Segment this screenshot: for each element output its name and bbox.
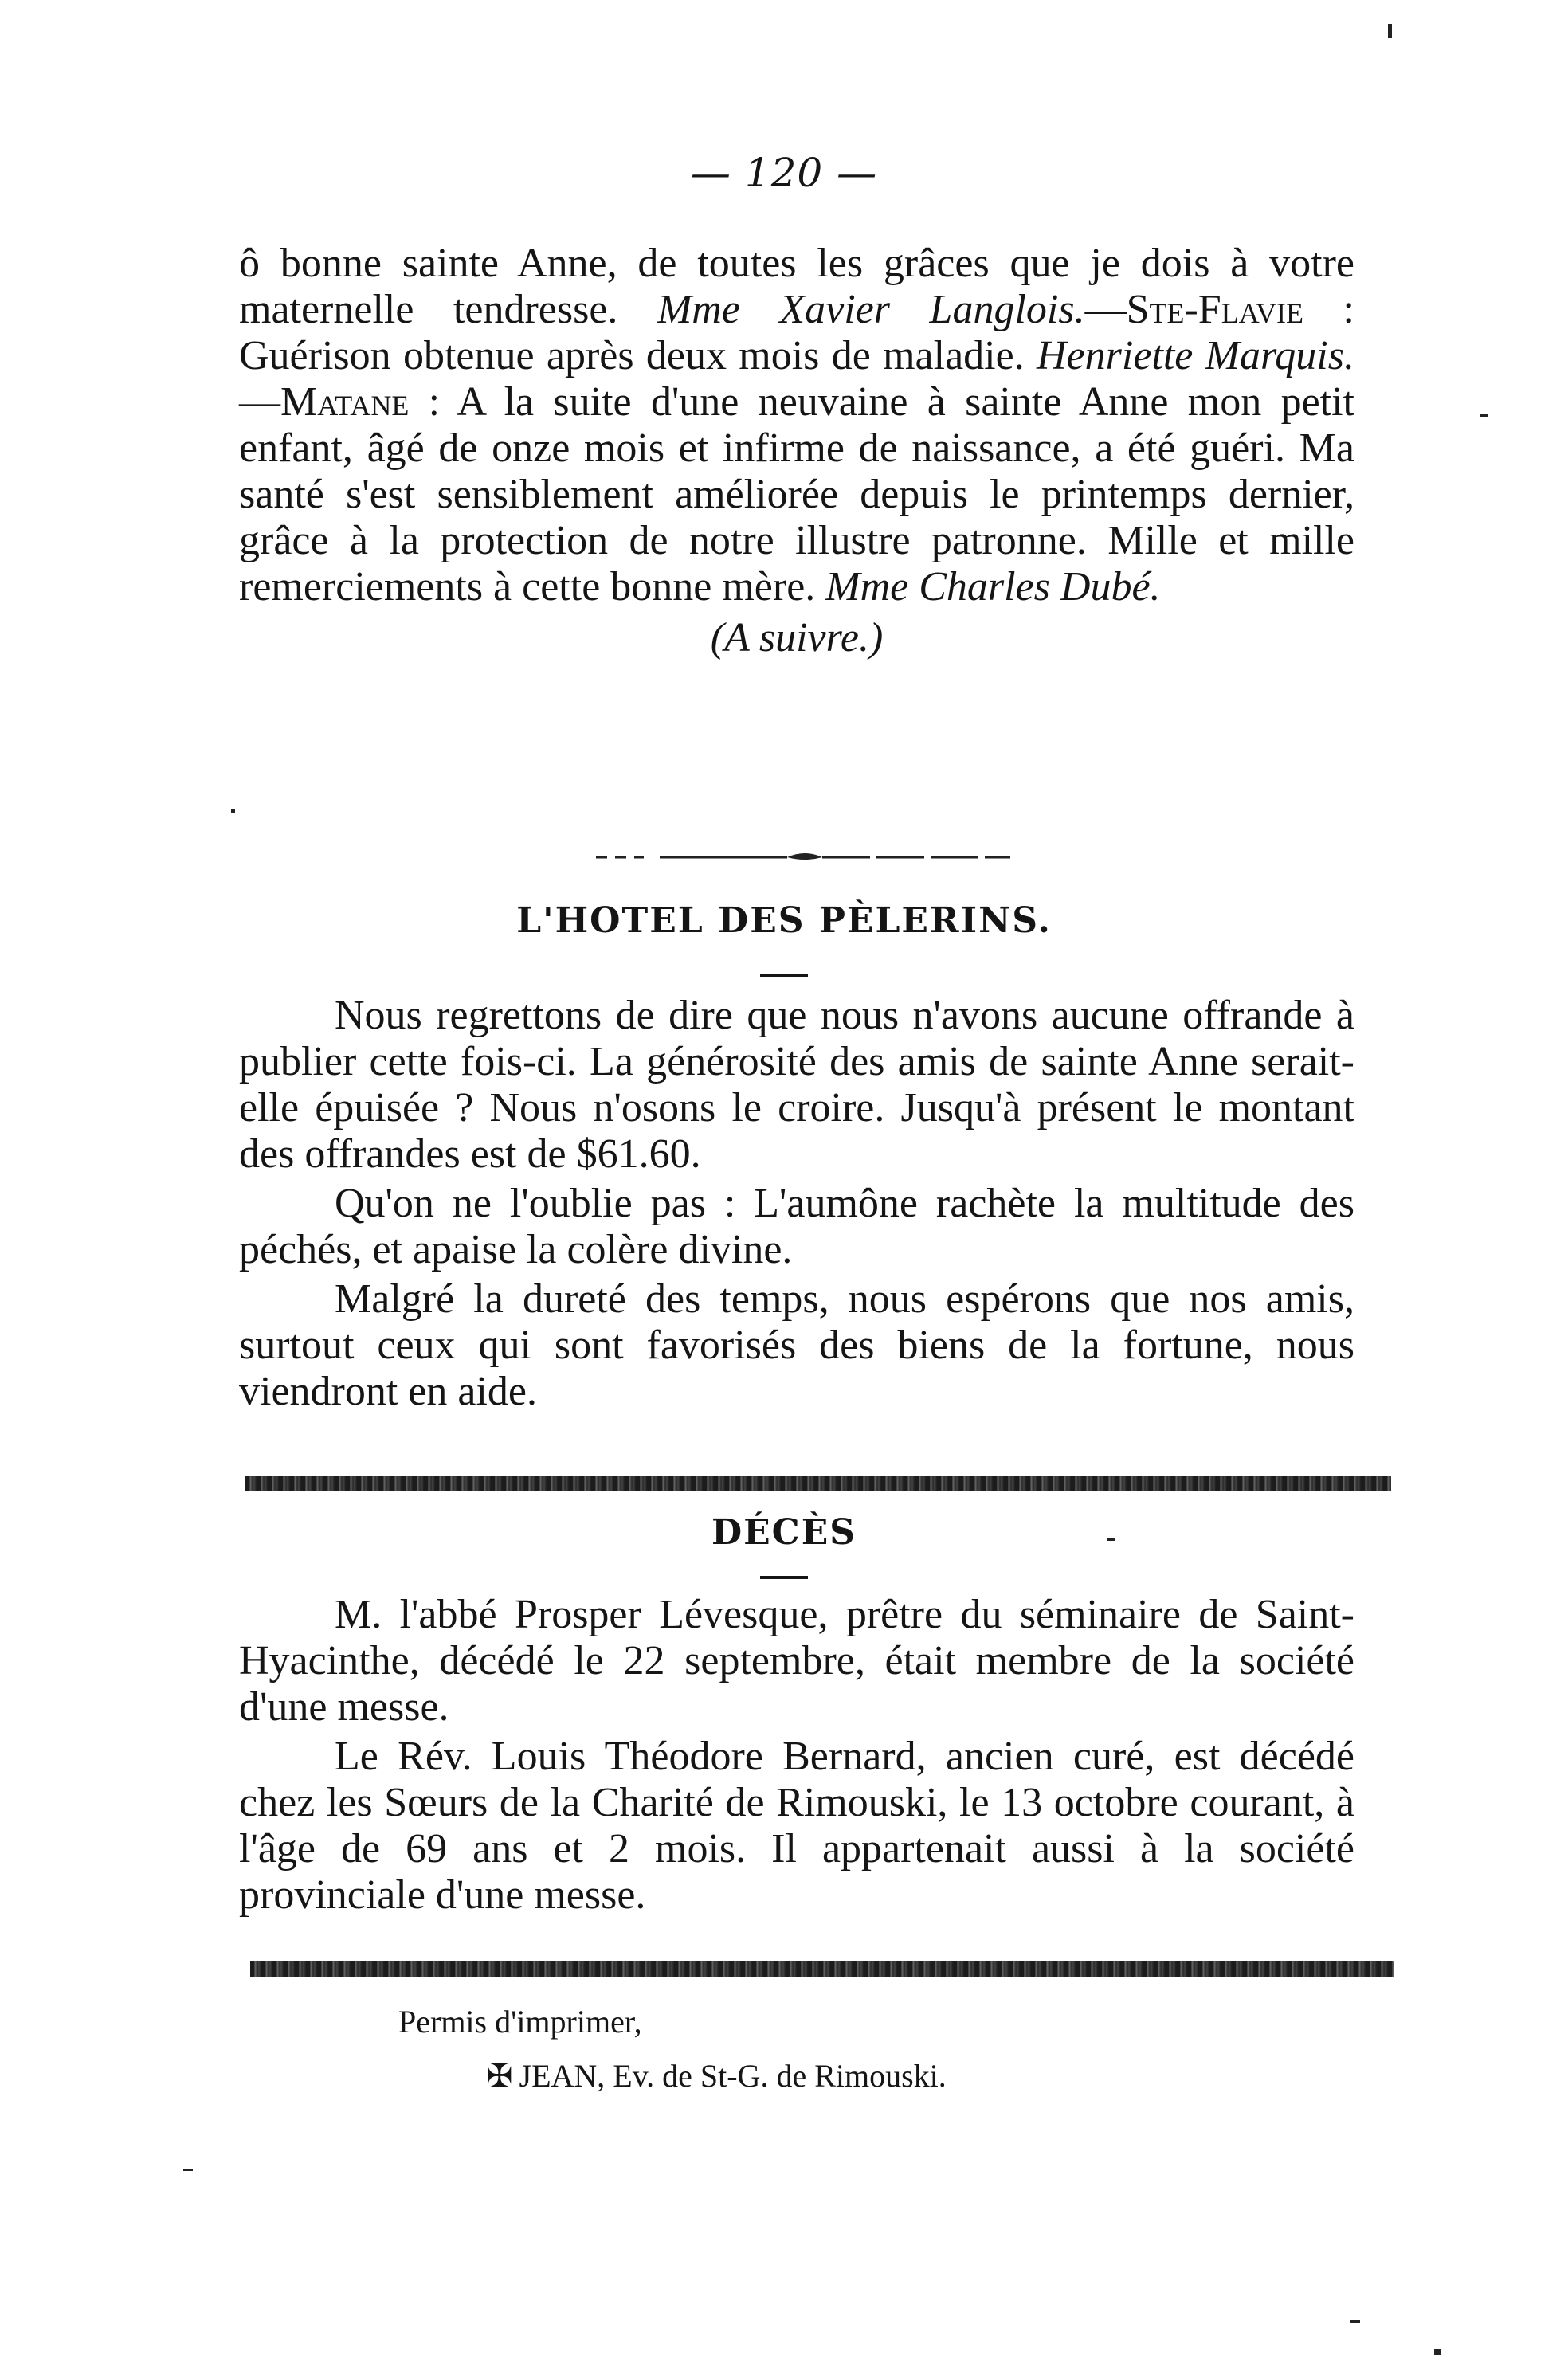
signature-marquis: Henriette Marquis.: [1037, 333, 1354, 378]
hotel-paragraph-3: Malgré la dureté des temps, nous espérons que nos amis, surtout ceux qui sont favorisés des biens de la fortune, nous viendront en aide.: [239, 1276, 1354, 1414]
scan-speck: [1434, 2349, 1441, 2355]
hotel-section-body: [239, 993, 1354, 1415]
text-run: : A la suite d'une neuvaine à sainte Anne mon petit enfant, âgé de onze mois et infirme de naissance, a été guéri. Ma santé s'est sensiblement améliorée depuis le printemps dernier, grâce à la protection de notre illustre patronne. Mille et mille remerciements à cette bonne mère.: [239, 379, 1354, 609]
section-title-hotel: L'HOTEL DES PÈLERINS.: [516, 900, 1052, 941]
scan-speck: [1107, 1538, 1115, 1541]
imprimatur-line-1: Permis d'imprimer,: [398, 2004, 642, 2040]
text-run: : Guérison obtenue après deux mois de maladie.: [239, 287, 1355, 378]
signature-langlois: Mme Xavier Langlois.: [657, 287, 1085, 332]
scan-speck: [1480, 414, 1488, 417]
deces-paragraph-2: Le Rév. Louis Théodore Bernard, ancien curé, est décédé chez les Sœurs de la Charité de Rimouski, le 13 octobre courant, à l'âge de 69 ans et 2 mois. Il appartenait aussi à la société provinciale d'une messe.: [239, 1734, 1354, 1918]
section-separator-rule: [245, 1476, 1391, 1491]
hotel-paragraph-2: Qu'on ne l'oublie pas : L'aumône rachète la multitude des péchés, et apaise la colère divine.: [239, 1181, 1354, 1272]
scan-speck: [1350, 2320, 1360, 2323]
page-number: — 120 —: [690, 150, 878, 196]
dash: —: [1084, 287, 1127, 332]
bishop-signature: JEAN, Ev. de St-G. de Rimouski.: [519, 2058, 947, 2094]
episcopal-cross-icon: ✠: [486, 2058, 513, 2094]
signature-dube: Mme Charles Dubé.: [825, 564, 1161, 609]
dash: —: [239, 379, 280, 425]
testimonial-paragraph: [239, 241, 1354, 610]
title-rule: [760, 974, 808, 977]
ornament-divider: [596, 846, 1010, 865]
deces-section-body: [239, 1592, 1354, 1918]
place-ste-flavie: Ste-Flavie: [1126, 287, 1304, 332]
text-run: ô bonne sainte Anne, de toutes les grâces que je dois à votre maternelle tendresse.: [239, 241, 1354, 332]
closing-rule: [250, 1961, 1394, 1977]
scan-speck: [183, 2169, 193, 2171]
title-rule: [760, 1576, 808, 1579]
scan-speck: [231, 809, 235, 813]
scan-speck: [1388, 24, 1392, 38]
to-be-continued: (A suivre.): [710, 615, 884, 660]
deces-paragraph-1: M. l'abbé Prosper Lévesque, prêtre du séminaire de Saint-Hyacinthe, décédé le 22 septembre, était membre de la société d'une messe.: [239, 1592, 1354, 1730]
imprimatur-line-2: [486, 2056, 947, 2097]
place-matane: Matane: [280, 379, 410, 425]
continued-testimonials: [239, 241, 1354, 661]
section-title-deces: DÉCÈS: [711, 1512, 857, 1553]
hotel-paragraph-1: Nous regrettons de dire que nous n'avons aucune offrande à publier cette fois-ci. La générosité des amis de sainte Anne serait-elle épuisée ? Nous n'osons le croire. Jusqu'à présent le montant des offrandes est de $61.60.: [239, 993, 1354, 1177]
